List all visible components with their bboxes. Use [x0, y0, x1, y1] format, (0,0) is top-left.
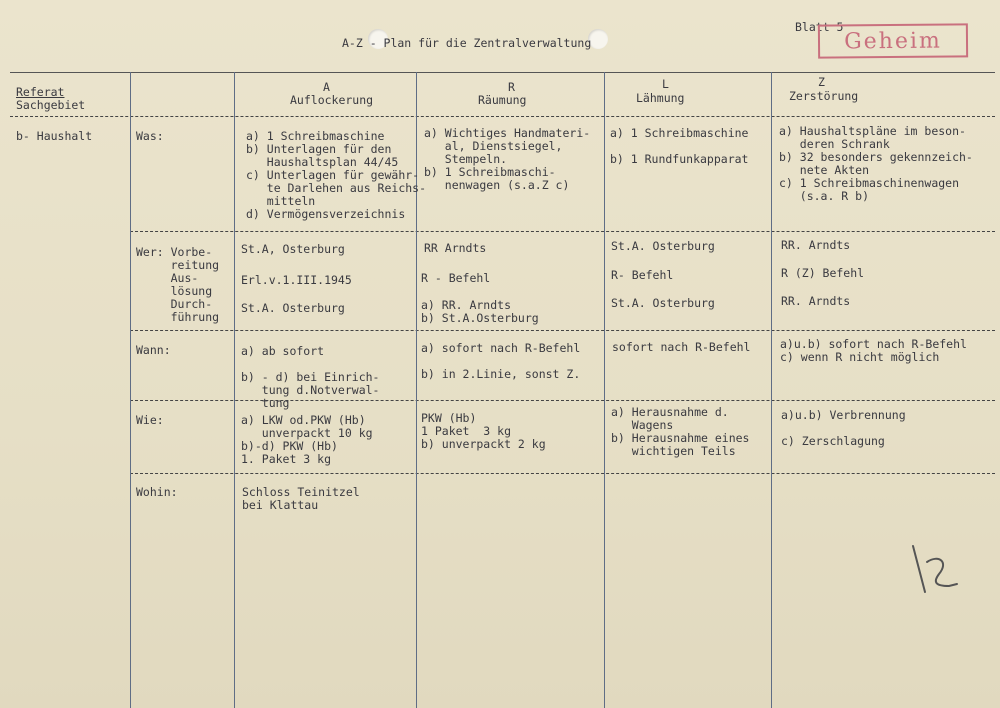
cell-wann-r: a) sofort nach R-Befehl b) in 2.Linie, sonst Z. [421, 341, 581, 381]
cell-wann-a: a) ab sofort b) - d) bei Einrich- tung d.Notverwal- tung [241, 344, 380, 410]
sheet-number: Blatt 5 [795, 20, 844, 34]
row-divider [130, 473, 995, 474]
cell-wer-l-ausloesung: R- Befehl [611, 268, 674, 282]
row-divider [10, 116, 995, 117]
handwritten-mark [905, 540, 965, 604]
row-divider [130, 330, 995, 331]
header-l-letter: L [662, 77, 669, 91]
cell-was-a: a) 1 Schreibmaschine b) Unterlagen für den Haushaltsplan 44/45 c) Unterlagen für gewähr- te Darlehen aus Reichs- mitteln d) Vermögensverzeichnis [246, 129, 427, 221]
cell-wohin-a: Schloss Teinitzel bei Klattau [242, 485, 360, 512]
row-label-was: Was: [136, 129, 164, 143]
cell-wer-l-durchfuehrung: St.A. Osterburg [611, 296, 715, 310]
cell-wer-a-ausloesung: Erl.v.1.III.1945 [241, 273, 352, 287]
header-l-label: Lähmung [636, 91, 685, 105]
header-a-label: Auflockerung [290, 93, 374, 107]
header-sachgebiet: Sachgebiet [16, 98, 86, 112]
cell-wer-l-vorbereitung: St.A. Osterburg [611, 239, 715, 253]
cell-wer-z-ausloesung: R (Z) Befehl [781, 266, 865, 280]
cell-wann-z: a)u.b) sofort nach R-Befehl c) wenn R nicht möglich [780, 337, 967, 364]
header-referat: Referat [16, 85, 65, 99]
cell-wie-a: a) LKW od.PKW (Hb) unverpackt 10 kg b)-d) PKW (Hb) 1. Paket 3 kg [241, 413, 373, 466]
cell-wer-z-vorbereitung: RR. Arndts [781, 238, 851, 252]
cell-wie-l: a) Herausnahme d. Wagens b) Herausnahme eines wichtigen Teils [611, 405, 750, 458]
row-divider [130, 231, 995, 232]
secret-stamp: Geheim [818, 23, 968, 58]
table-top-border [10, 72, 995, 73]
header-r-letter: R [508, 80, 515, 94]
cell-wie-z: a)u.b) Verbrennung c) Zerschlagung [781, 408, 906, 448]
header-r-label: Räumung [478, 93, 527, 107]
cell-wer-a-durchfuehrung: St.A. Osterburg [241, 301, 345, 315]
cell-wer-z-durchfuehrung: RR. Arndts [781, 294, 851, 308]
column-divider [604, 72, 605, 708]
row-label-wann: Wann: [136, 343, 171, 357]
cell-wie-r: PKW (Hb) 1 Paket 3 kg b) unverpackt 2 kg [421, 411, 546, 451]
row-label-wie: Wie: [136, 413, 164, 427]
cell-wer-r-durchfuehrung: a) RR. Arndts b) St.A.Osterburg [421, 298, 539, 325]
header-z-label: Zerstörung [789, 89, 859, 103]
header-z-letter: Z [818, 75, 825, 89]
cell-wer-r-vorbereitung: RR Arndts [424, 241, 487, 255]
row-label-wohin: Wohin: [136, 485, 178, 499]
section-haushalt: b- Haushalt [16, 129, 93, 143]
header-a-letter: A [323, 80, 330, 94]
column-divider [771, 72, 772, 708]
cell-wer-a-vorbereitung: St.A, Osterburg [241, 242, 345, 256]
page-title: A-Z - Plan für die Zentralverwaltung [342, 36, 592, 50]
cell-wer-r-ausloesung: R - Befehl [421, 271, 491, 285]
row-label-wer: Wer: Vorbe- reitung Aus- lösung Durch- führung [136, 245, 220, 324]
cell-was-r: a) Wichtiges Handmateri- al, Dienstsiegel, Stempeln. b) 1 Schreibmaschi- nenwagen (s.a.Z c) [424, 126, 591, 192]
column-divider [234, 72, 235, 708]
cell-was-z: a) Haushaltspläne im beson- deren Schrank b) 32 besonders gekennzeich- nete Akten c) 1 Schreibmaschinenwagen (s.a. R b) [779, 124, 973, 203]
cell-wann-l: sofort nach R-Befehl [612, 340, 751, 354]
cell-was-l: a) 1 Schreibmaschine b) 1 Rundfunkapparat [610, 126, 749, 166]
column-divider [130, 72, 131, 708]
